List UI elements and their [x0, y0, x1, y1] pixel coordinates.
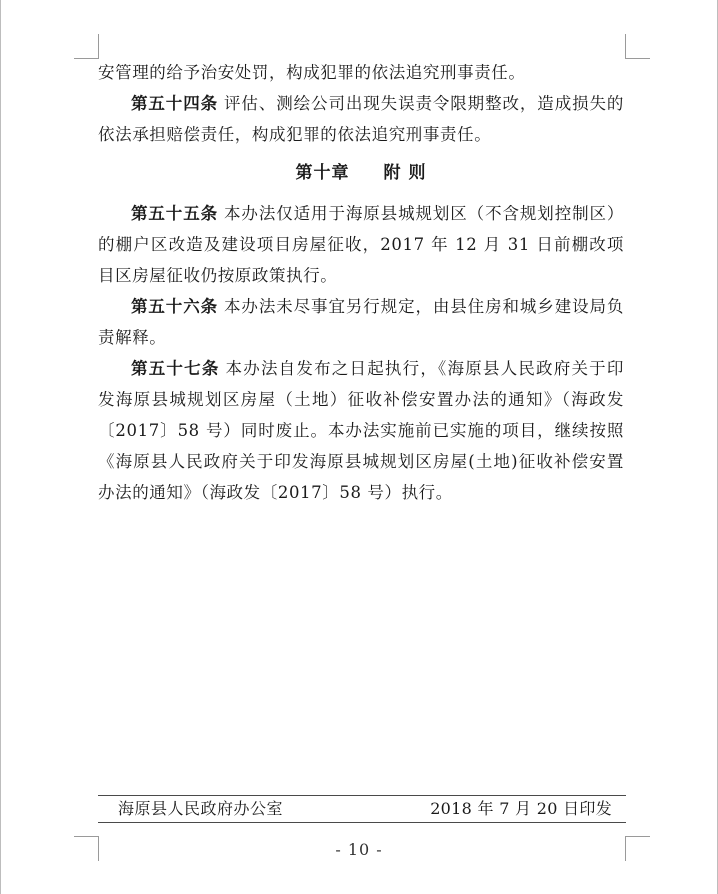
article-number: 第五十四条 — [131, 94, 219, 113]
chapter-heading — [98, 158, 624, 189]
footer-divider-bottom — [98, 822, 626, 823]
chapter-number: 第十章 — [295, 163, 350, 183]
article-number: 第五十五条 — [131, 204, 219, 223]
page-edge-left — [0, 0, 1, 894]
paragraph-text: 安管理的给予治安处罚，构成犯罪的依法追究刑事责任。 — [98, 63, 526, 82]
article-56 — [98, 291, 624, 353]
article-number: 第五十七条 — [131, 359, 220, 378]
chapter-title: 附 则 — [383, 163, 427, 183]
article-text: 本办法仅适用于海原县城规划区（不含规划控制区）的棚户区改造及建设项目房屋征收，2017 年 12 月 31 日前棚改项目区房屋征收仍按原政策执行。 — [98, 204, 625, 285]
footer-date: 2018 年 7 月 20 日印发 — [430, 799, 612, 818]
article-55 — [98, 198, 624, 291]
article-text: 本办法未尽事宜另行规定，由县住房和城乡建设局负责解释。 — [98, 297, 625, 347]
paragraph-continuation — [98, 57, 624, 88]
page-number: - 10 - — [335, 840, 383, 859]
article-text: 评估、测绘公司出现失误责令限期整改，造成损失的依法承担赔偿责任，构成犯罪的依法追究刑事责任。 — [98, 94, 625, 144]
crop-mark-top-left — [74, 34, 99, 59]
document-body — [98, 57, 624, 508]
footer-divider-top — [98, 795, 626, 796]
article-number: 第五十六条 — [131, 297, 219, 316]
crop-mark-top-right — [625, 34, 650, 59]
footer-issuer: 海原县人民政府办公室 — [118, 799, 284, 818]
article-54 — [98, 88, 624, 150]
article-57 — [98, 353, 624, 508]
article-text: 本办法自发布之日起执行，《海原县人民政府关于印发海原县城规划区房屋（土地）征收补偿安置办法的通知》（海政发〔2017〕58 号）同时废止。本办法实施前已实施的项目，继续按照《海原县人民政府关于印发海原县城规划区房屋(土地)征收补偿安置办法的通知》（海政发〔2017〕58 号）执行。 — [98, 359, 624, 502]
